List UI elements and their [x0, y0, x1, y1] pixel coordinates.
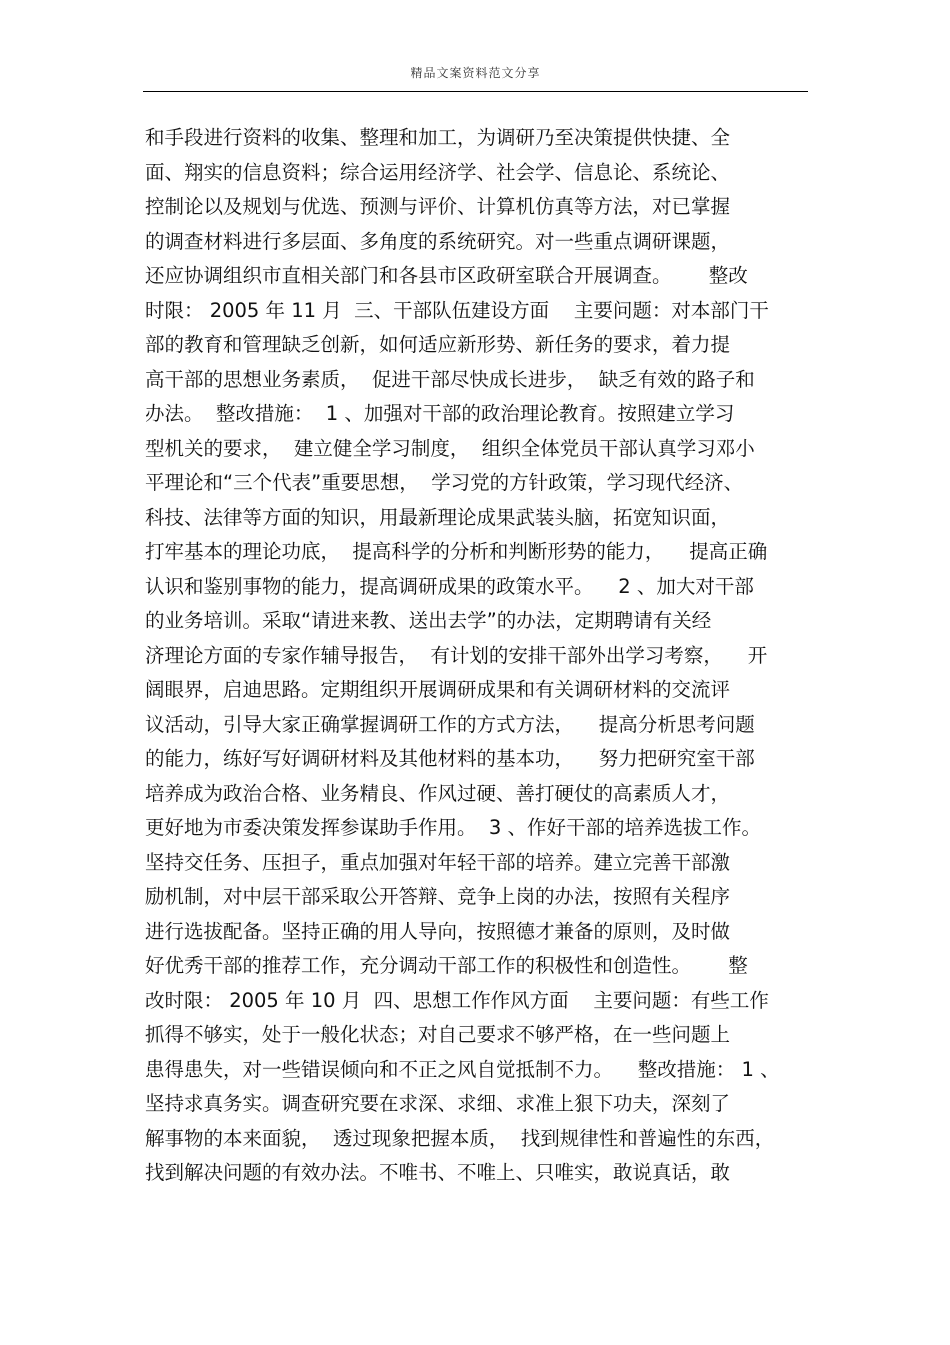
- text-line: 好优秀干部的推荐工作，充分调动干部工作的积极性和创造性。 整: [145, 954, 748, 977]
- text-line: 进行选拔配备。坚持正确的用人导向，按照德才兼备的原则，及时做: [145, 919, 731, 943]
- text-line: 坚持交任务、压担子，重点加强对年轻干部的培养。建立完善干部激: [145, 850, 731, 874]
- text-line: 更好地为市委决策发挥参谋助手作用。 3 、作好干部的培养选拔工作。: [145, 816, 762, 839]
- text-line: 平理论和“三个代表”重要思想， 学习党的方针政策，学习现代经济、: [145, 471, 744, 494]
- text-line: 控制论以及规划与优选、预测与评价、计算机仿真等方法，对已掌握: [145, 195, 731, 218]
- text-line: 型机关的要求， 建立健全学习制度， 组织全体党员干部认真学习邓小: [145, 436, 755, 460]
- text-line: 打牢基本的理论功底， 提高科学的分析和判断形势的能力， 提高正确: [145, 540, 768, 563]
- text-line: 改时限： 2005 年 10 月 四、思想工作作风方面 主要问题：有些工作: [145, 988, 769, 1012]
- text-line: 科技、法律等方面的知识，用最新理论成果武装头脑，拓宽知识面，: [145, 505, 731, 529]
- body-text: [145, 121, 810, 1191]
- text-line: 的能力，练好写好调研材料及其他材料的基本功， 努力把研究室干部: [145, 747, 755, 770]
- page-header: 精品文案资料范文分享: [410, 66, 541, 80]
- text-line: 办法。 整改措施： 1 、加强对干部的政治理论教育。按照建立学习: [145, 402, 735, 425]
- text-line: 认识和鉴别事物的能力，提高调研成果的政策水平。 2 、加大对干部: [145, 574, 754, 598]
- text-line: 议活动，引导大家正确掌握调研工作的方式方法， 提高分析思考问题: [145, 712, 755, 736]
- text-line: 培养成为政治合格、业务精良、作风过硬、善打硬仗的高素质人才，: [145, 781, 731, 805]
- text-line: 还应协调组织市直相关部门和各县市区政研室联合开展调查。 整改: [145, 264, 748, 287]
- text-line: 和手段进行资料的收集、整理和加工，为调研乃至决策提供快捷、全: [145, 126, 731, 149]
- header-divider: [143, 91, 808, 92]
- text-line: 部的教育和管理缺乏创新，如何适应新形势、新任务的要求，着力提: [145, 333, 731, 356]
- text-line: 时限： 2005 年 11 月 三、干部队伍建设方面 主要问题：对本部门干: [145, 298, 769, 322]
- text-line: 的调查材料进行多层面、多角度的系统研究。对一些重点调研课题，: [145, 229, 731, 253]
- text-line: 坚持求真务实。调查研究要在求深、求细、求准上狠下功夫，深刻了: [145, 1092, 731, 1115]
- text-line: 高干部的思想业务素质， 促进干部尽快成长进步， 缺乏有效的路子和: [145, 367, 755, 391]
- text-line: 的业务培训。采取“请进来教、送出去学”的办法，定期聘请有关经: [145, 609, 712, 632]
- text-line: 解事物的本来面貌， 透过现象把握本质， 找到规律性和普遍性的东西，: [145, 1126, 775, 1150]
- text-line: 找到解决问题的有效办法。不唯书、不唯上、只唯实，敢说真话，敢: [145, 1161, 731, 1184]
- text-line: 阔眼界，启迪思路。定期组织开展调研成果和有关调研材料的交流评: [145, 678, 731, 701]
- text-line: 面、翔实的信息资料；综合运用经济学、社会学、信息论、系统论、: [145, 160, 731, 184]
- text-line: 济理论方面的专家作辅导报告， 有计划的安排干部外出学习考察， 开: [145, 643, 768, 667]
- text-line: 励机制，对中层干部采取公开答辩、竞争上岗的办法，按照有关程序: [145, 885, 731, 908]
- text-line: 患得患失，对一些错误倾向和不正之风自觉抵制不力。 整改措施： 1 、: [145, 1057, 780, 1081]
- text-line: 抓得不够实，处于一般化状态；对自己要求不够严格，在一些问题上: [145, 1023, 731, 1046]
